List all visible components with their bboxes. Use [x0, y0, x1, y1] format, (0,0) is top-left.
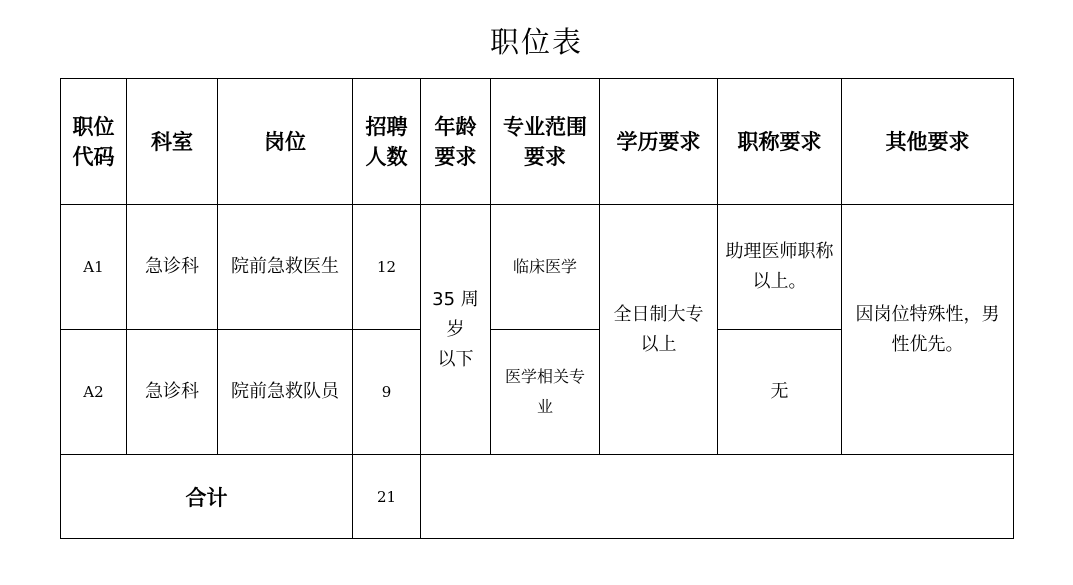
department-cell: 急诊科	[127, 205, 218, 330]
header-major-requirement: 专业范围 要求	[491, 79, 600, 205]
position-code-cell: A2	[61, 330, 127, 455]
header-age-requirement: 年龄 要求	[421, 79, 491, 205]
page-title: 职位表	[489, 25, 583, 59]
position-code-cell: A1	[61, 205, 127, 330]
header-education-requirement: 学历要求	[600, 79, 718, 205]
education-requirement-cell: 全日制大专 以上	[600, 205, 718, 455]
post-cell: 院前急救医生	[218, 205, 353, 330]
header-title-requirement: 职称要求	[718, 79, 842, 205]
major-requirement-cell: 医学相关专 业	[491, 330, 600, 455]
header-hire-count: 招聘 人数	[353, 79, 421, 205]
major-requirement-cell: 临床医学	[491, 205, 600, 330]
header-department: 科室	[127, 79, 218, 205]
table-row	[61, 205, 1014, 330]
age-requirement-cell: 35 周岁 以下	[421, 205, 491, 455]
header-other-requirement: 其他要求	[842, 79, 1014, 205]
post-cell: 院前急救队员	[218, 330, 353, 455]
total-count: 21	[353, 455, 421, 539]
title-requirement-cell: 无	[718, 330, 842, 455]
header-position-code: 职位 代码	[61, 79, 127, 205]
total-empty-cell	[421, 455, 1014, 539]
hire-count-cell: 12	[353, 205, 421, 330]
total-label: 合计	[61, 455, 353, 539]
position-table	[60, 78, 1014, 539]
other-requirement-cell: 因岗位特殊性，男 性优先。	[842, 205, 1014, 455]
title-requirement-cell: 助理医师职称 以上。	[718, 205, 842, 330]
header-row	[61, 79, 1014, 205]
hire-count-cell: 9	[353, 330, 421, 455]
header-post: 岗位	[218, 79, 353, 205]
total-row	[61, 455, 1014, 539]
department-cell: 急诊科	[127, 330, 218, 455]
